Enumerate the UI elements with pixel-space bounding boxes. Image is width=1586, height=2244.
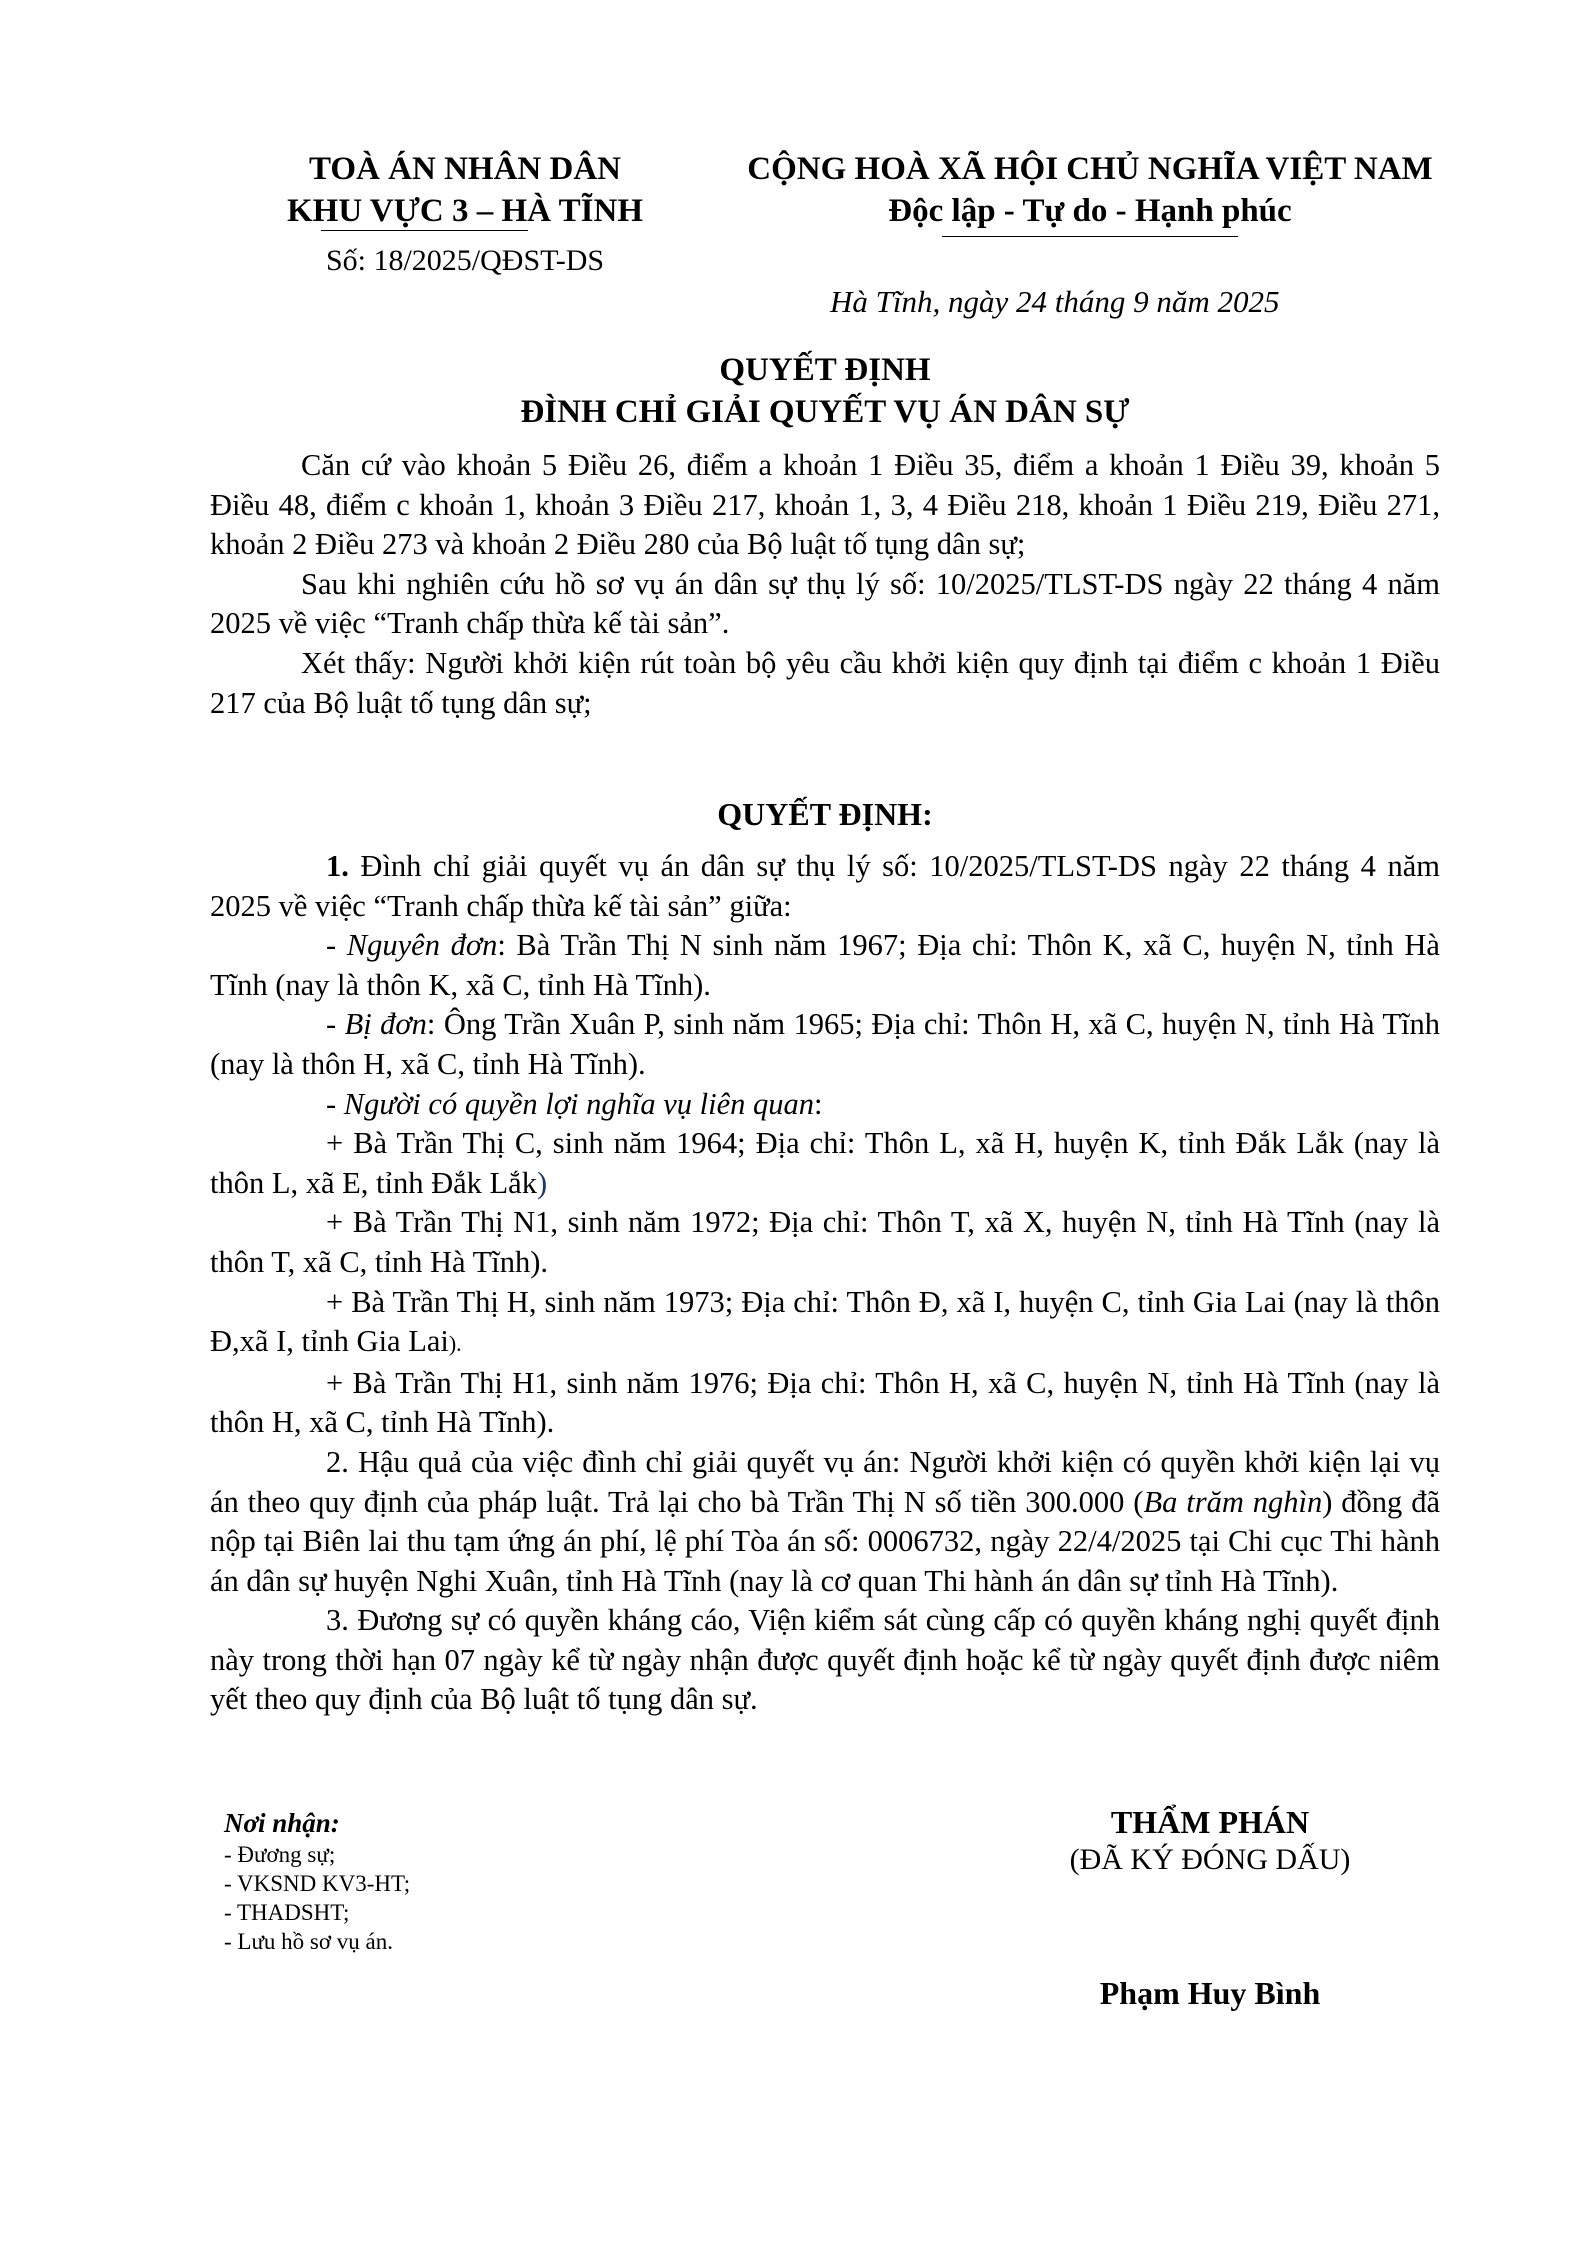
signature-status: (ĐÃ KÝ ĐÓNG DẤU) [1069,1843,1351,1876]
preamble-case-review: Sau khi nghiên cứu hồ sơ vụ án dân sự thụ lý số: 10/2025/TLST-DS ngày 22 tháng 4 năm 2025 về việc “Tranh chấp thừa kế tài sản”. [210,566,1440,641]
defendant-label: Bị đơn [344,1007,427,1042]
related-party-text: + Bà Trần Thị H, sinh năm 1973; Địa chỉ: Thôn Đ, xã I, huyện C, tỉnh Gia Lai (nay là thôn Đ,xã I, tỉnh Gia Lai [210,1284,1440,1359]
decision-item-2 [210,1443,1440,1601]
motto-underline [942,236,1238,237]
item-2-amount-words: Ba trăm nghìn [1143,1484,1323,1519]
related-suffix: : [814,1086,823,1121]
document-number: Số: 18/2025/QĐST-DS [325,244,605,277]
document-title: QUYẾT ĐỊNH [719,352,931,388]
related-party-text: + Bà Trần Thị H1, sinh năm 1976; Địa chỉ: Thôn H, xã C, huyện N, tỉnh Hà Tĩnh (nay là thôn H, xã C, tỉnh Hà Tĩnh). [210,1365,1440,1440]
recipient-item: - Đương sự; [224,1842,336,1867]
plaintiff-label: Nguyên đơn [346,928,498,963]
recipient-item: - Lưu hồ sơ vụ án. [224,1929,393,1954]
related-party-close: ). [448,1331,462,1357]
preamble [210,446,1440,723]
signer-name: Phạm Huy Bình [1099,1975,1321,2011]
court-header [255,148,675,282]
defendant-text: : Ông Trần Xuân P, sinh năm 1965; Địa chỉ: Thôn H, xã C, huyện N, tỉnh Hà Tĩnh (nay là thôn H, xã C, tỉnh Hà Tĩnh). [210,1007,1440,1081]
preamble-legal-basis: Căn cứ vào khoản 5 Điều 26, điểm a khoản 1 Điều 35, điểm a khoản 1 Điều 39, khoản 5 Điều 48, điểm c khoản 1, khoản 3 Điều 217, khoản 1, 3, 4 Điều 218, khoản 1 Điều 219, Điều 271, khoản 2 Điều 273 và khoản 2 Điều 280 của Bộ luật tố tụng dân sự; [210,448,1440,562]
recipient-item: - THADSHT; [224,1900,350,1925]
document-subtitle: ĐÌNH CHỈ GIẢI QUYẾT VỤ ÁN DÂN SỰ [520,394,1130,430]
national-motto: Độc lập - Tự do - Hạnh phúc [888,193,1292,229]
national-header [700,148,1480,237]
related-party-text: + Bà Trần Thị N1, sinh năm 1972; Địa chỉ: Thôn T, xã X, huyện N, tỉnh Hà Tĩnh (nay là thôn T, xã C, tỉnh Hà Tĩnh). [210,1205,1440,1279]
signature-block [950,1803,1470,2012]
plaintiff-text: : Bà Trần Thị N sinh năm 1967; Địa chỉ: Thôn K, xã C, huyện N, tỉnh Hà Tĩnh (nay là thôn K, xã C, tỉnh Hà Tĩnh). [210,928,1440,1002]
item-2-text-b: ) đồng đã nộp tại Biên lai thu tạm ứng án phí, lệ phí Tòa án số: 0006732, ngày 22/4/2025 tại Chi cục Thi hành án dân sự huyện Nghi Xuân, tỉnh Hà Tĩnh (nay là cơ quan Thi hành án dân sự tỉnh Hà Tĩnh). [210,1484,1440,1598]
recipients-block [224,1807,410,1956]
preamble-finding: Xét thấy: Người khởi kiện rút toàn bộ yêu cầu khởi kiện quy định tại điểm c khoản 1 Điều 217 của Bộ luật tố tụng dân sự; [210,645,1440,720]
related-label: Người có quyền lợi nghĩa vụ liên quan [343,1086,814,1121]
related-party-close: ) [536,1165,548,1200]
national-title: CỘNG HOÀ XÃ HỘI CHỦ NGHĨA VIỆT NAM [747,151,1433,187]
defendant: - Bị đơn: Ông Trần Xuân P, sinh năm 1965; Địa chỉ: Thôn H, xã C, huyện N, tỉnh Hà Tĩnh (nay là thôn H, xã C, tỉnh Hà Tĩnh). [210,1007,1440,1081]
court-region-text: KHU VỰC 3 – HÀ TĨNH [286,193,643,229]
item-1-number: 1. [326,849,349,883]
item-1-text: Đình chỉ giải quyết vụ án dân sự thụ lý số: 10/2025/TLST-DS ngày 22 tháng 4 năm 2025 về việc “Tranh chấp thừa kế tài sản” giữa: [210,849,1440,923]
court-name: TOÀ ÁN NHÂN DÂN [309,151,621,187]
decision-heading: QUYẾT ĐỊNH: [717,796,933,832]
item-2-text-a: 2. Hậu quả của việc đình chỉ giải quyết vụ án: Người khởi kiện có quyền khởi kiện lại vụ án theo quy định của pháp luật. Trả lại cho bà Trần Thị N số tiền 300.000 ( [210,1444,1440,1519]
decision-item-3: 3. Đương sự có quyền kháng cáo, Viện kiểm sát cùng cấp có quyền kháng nghị quyết định này trong thời hạn 07 ngày kể từ ngày nhận được quyết định hoặc kể từ ngày quyết định được niêm yết theo quy định của Bộ luật tố tụng dân sự. [210,1603,1440,1717]
related-party [210,1203,1440,1282]
recipients-heading: Nơi nhận: [224,1808,340,1838]
recipient-item: - VKSND KV3-HT; [224,1871,411,1896]
court-underline [321,230,528,231]
related-party [210,1124,1440,1203]
plaintiff: - Nguyên đơn: Bà Trần Thị N sinh năm 1967; Địa chỉ: Thôn K, xã C, huyện N, tỉnh Hà Tĩnh (nay là thôn K, xã C, tỉnh Hà Tĩnh). [210,928,1440,1002]
related-party [210,1364,1440,1443]
decision-item-1 [210,847,1440,926]
decision-body [210,847,1440,1720]
court-region [255,190,675,232]
related-party [210,1283,1440,1364]
signer-role: THẨM PHÁN [1110,1804,1310,1840]
related-party-text: + Bà Trần Thị C, sinh năm 1964; Địa chỉ: Thôn L, xã H, huyện K, tỉnh Đắk Lắk (nay là thôn L, xã E, tỉnh Đắk Lắk [210,1126,1440,1200]
document-date: Hà Tĩnh, ngày 24 tháng 9 năm 2025 [830,284,1280,319]
related-parties-heading: - Người có quyền lợi nghĩa vụ liên quan: [326,1086,823,1121]
